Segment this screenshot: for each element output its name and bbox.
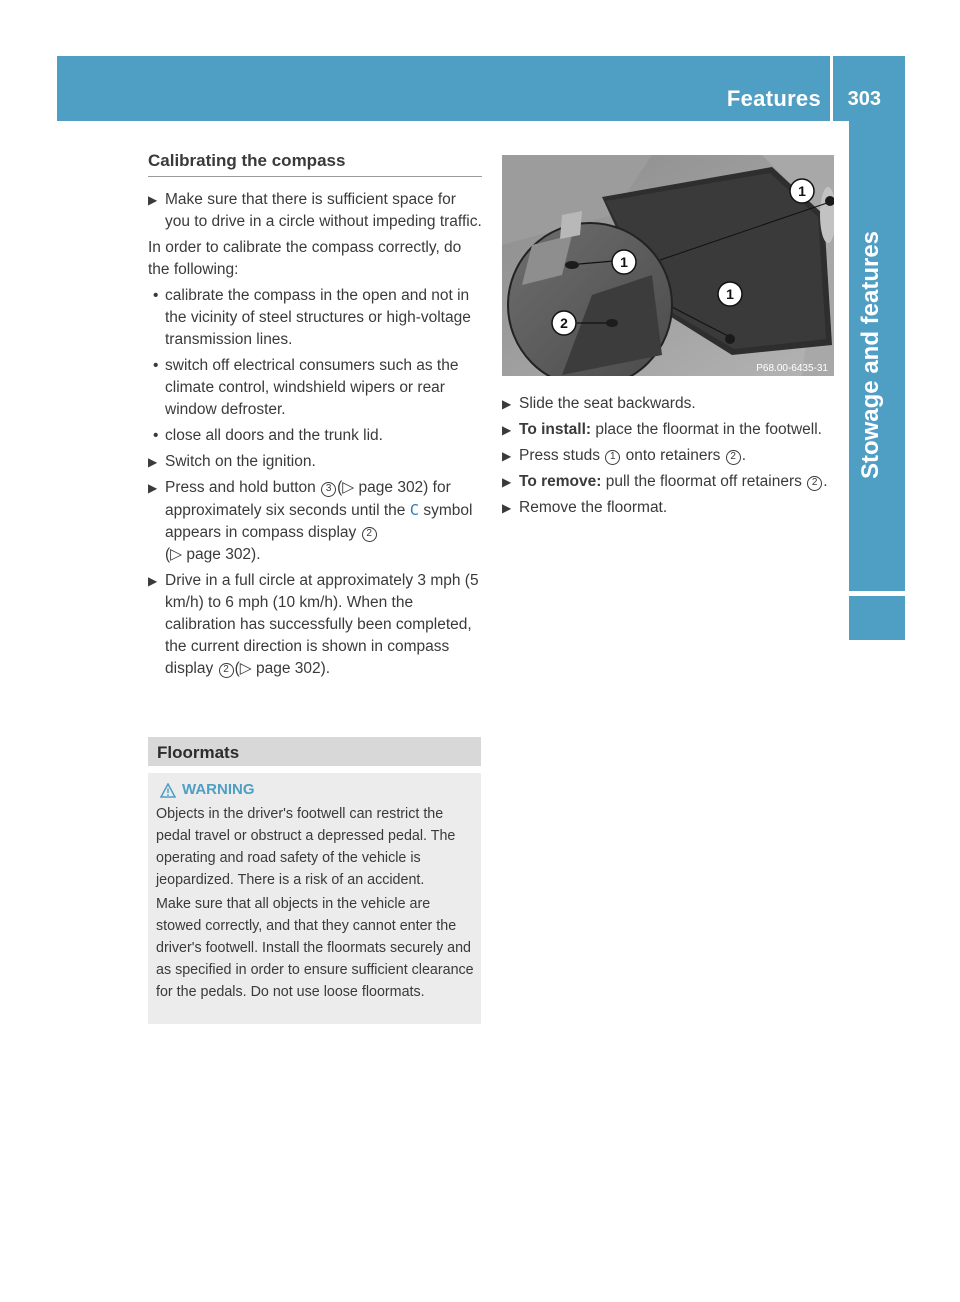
step-item: ▶ Drive in a full circle at approximately 3 mph (5 km/h) to 6 mph (10 km/h). When the calibration has successfully been completed, the current direction is shown in compass display 2 (▷ page 302). <box>148 572 479 677</box>
bullet-dot-icon: • <box>153 357 159 374</box>
step-item: ▶ To remove: pull the floormat off retainers 2 . <box>502 471 837 493</box>
step-arrow-icon: ▶ <box>148 481 158 495</box>
bullet-item <box>148 285 482 351</box>
callout-1-top <box>790 179 814 203</box>
step-arrow-icon: ▶ <box>502 449 512 463</box>
bullet-item <box>148 355 482 421</box>
step-text: pull the floormat off retainers <box>605 473 802 490</box>
step-arrow-icon: ▶ <box>502 423 512 437</box>
floormat-illustration <box>502 155 834 376</box>
step-arrow-icon: ▶ <box>148 574 158 588</box>
right-column <box>502 393 837 523</box>
warning-box <box>148 773 481 1024</box>
callout-1-left <box>612 250 636 274</box>
step-text: Press and hold button <box>165 479 316 496</box>
section-title-calibrating: Calibrating the compass <box>148 150 482 177</box>
page-ref-arrow-icon: ▷ <box>239 660 252 677</box>
step-text: Slide the seat backwards. <box>519 395 696 412</box>
header-divider <box>830 56 833 121</box>
page-ref-arrow-icon: ▷ <box>170 546 183 563</box>
bullet-text: switch off electrical consumers such as the climate control, windshield wipers or rear window defroster. <box>165 357 459 418</box>
bullet-item <box>148 425 482 447</box>
page-reference[interactable]: page 302) for approximately six seconds until the <box>165 479 451 519</box>
step-label: To install: <box>519 421 592 438</box>
bullet-dot-icon: • <box>153 287 159 304</box>
step-text: onto retainers <box>625 447 721 464</box>
warning-paragraph: Make sure that all objects in the vehicle are stowed correctly, and that they cannot enter the driver's footwell. Install the floormats securely and as specified in order to ensure sufficient clearance for the pedals. Do not use loose floormats. <box>156 896 474 1000</box>
step-arrow-icon: ▶ <box>502 501 512 515</box>
warning-label: WARNING <box>182 781 255 798</box>
step-arrow-icon: ▶ <box>502 397 512 411</box>
step-text: place the floormat in the footwell. <box>595 421 822 438</box>
warning-paragraph: Objects in the driver's footwell can restrict the pedal travel or obstruct a depressed pedal. The operating and road safety of the vehicle is jeopardized. There is a risk of an accident. <box>156 806 456 888</box>
step-text: Drive in a full circle at approximately 3 mph (5 km/h) to 6 mph (10 km/h). When the calibration has successfully been completed, the current direction is shown in compass display <box>165 572 479 677</box>
callout-number: 2 <box>726 450 741 465</box>
header-title: Features <box>726 86 821 111</box>
step-item <box>502 497 837 519</box>
step-text: Remove the floormat. <box>519 499 668 516</box>
page-header <box>57 56 905 121</box>
warning-heading <box>156 779 475 801</box>
page-ref-arrow-icon: ▷ <box>342 479 355 496</box>
floormat-photo <box>502 155 834 376</box>
callout-1-right <box>718 282 742 306</box>
warning-triangle-icon <box>160 783 176 798</box>
step-text: Switch on the ignition. <box>165 453 316 470</box>
callout-number: 2 <box>362 527 377 542</box>
figure-code: P68.00-6435-31 <box>756 363 828 374</box>
compass-c-symbol: C <box>409 501 420 519</box>
callout-number: 1 <box>605 450 620 465</box>
svg-text:1: 1 <box>726 286 734 302</box>
bullet-text: calibrate the compass in the open and not in the vicinity of steel structures or high-voltage transmission lines. <box>165 287 471 348</box>
svg-text:1: 1 <box>798 183 806 199</box>
step-text: symbol appears in compass display <box>165 502 473 541</box>
step-label: To remove: <box>519 473 602 490</box>
page-reference[interactable]: page 302). <box>255 660 331 677</box>
step-item <box>502 393 837 415</box>
step-item <box>148 451 482 473</box>
callout-number: 2 <box>807 476 822 491</box>
page-number: 303 <box>847 88 881 110</box>
section-title-floormats: Floormats <box>148 737 481 766</box>
paren: ( <box>337 479 343 496</box>
page-reference[interactable]: page 302). <box>186 546 261 563</box>
step-item <box>148 189 482 233</box>
step-text: Make sure that there is sufficient space for you to drive in a circle without impeding traffic. <box>165 191 482 230</box>
bullet-dot-icon: • <box>153 427 159 444</box>
step-arrow-icon: ▶ <box>148 455 158 469</box>
callout-number: 2 <box>219 663 234 678</box>
side-tab-marker <box>849 596 905 640</box>
intro-paragraph: In order to calibrate the compass correctly, do the following: <box>148 239 462 278</box>
callout-2 <box>552 311 576 335</box>
left-column <box>148 150 482 684</box>
callout-number: 3 <box>321 482 336 497</box>
side-tab-label: Stowage and features <box>857 230 884 480</box>
step-arrow-icon: ▶ <box>502 475 512 489</box>
bullet-text: close all doors and the trunk lid. <box>165 427 383 444</box>
step-item <box>502 419 837 441</box>
svg-text:1: 1 <box>620 254 628 270</box>
step-item: ▶ Press studs 1 onto retainers 2 . <box>502 445 837 467</box>
step-item: ▶ Press and hold button 3 (▷ page 302) for approximately six seconds until the C symbol appears in compass display 2 (▷ page 302). <box>148 479 473 563</box>
step-arrow-icon: ▶ <box>148 193 158 207</box>
svg-text:2: 2 <box>560 315 568 331</box>
step-text: Press studs <box>519 447 600 464</box>
